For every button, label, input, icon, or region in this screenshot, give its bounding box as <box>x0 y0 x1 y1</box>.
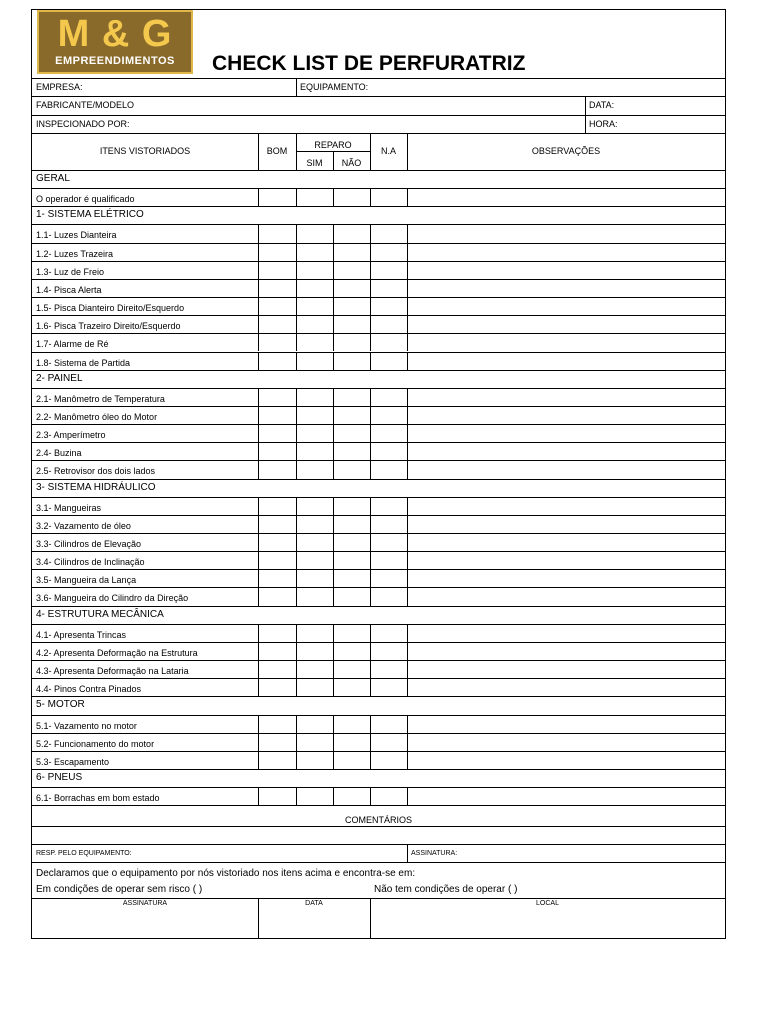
item-1-2-luzes-trazeira: 1.2- Luzes Trazeira <box>36 248 114 259</box>
divider <box>32 170 725 171</box>
cell-nao[interactable] <box>334 425 369 441</box>
col-observacoes: OBSERVAÇÕES <box>531 146 601 156</box>
item-1-7-alarme-de-re: 1.7- Alarme de Ré <box>36 339 109 350</box>
item-3-3-cilindros-de-elevacao: 3.3- Cilindros de Elevação <box>36 539 142 549</box>
cell-nao[interactable] <box>334 552 369 568</box>
comentarios-label: COMENTÁRIOS <box>344 815 412 825</box>
section-6-pneus: 6- PNEUS <box>36 771 83 783</box>
divider <box>32 479 725 480</box>
cell-na[interactable] <box>371 389 406 405</box>
cell-nao[interactable] <box>334 788 369 804</box>
divider <box>32 370 725 371</box>
divider <box>32 606 725 607</box>
cell-bom[interactable] <box>259 389 295 405</box>
cell-nao[interactable] <box>334 244 369 260</box>
cell-bom[interactable] <box>259 425 295 441</box>
cell-na[interactable] <box>371 425 406 441</box>
logo-subtext: EMPREENDIMENTOS <box>55 55 175 67</box>
cell-bom[interactable] <box>259 516 295 532</box>
cell-bom[interactable] <box>259 262 295 278</box>
item-3-2-vazamento-de-oleo: 3.2- Vazamento de óleo <box>36 520 131 531</box>
cell-nao[interactable] <box>334 298 369 314</box>
cell-nao[interactable] <box>334 353 369 369</box>
item-6-1-borrachas-em-bom-estado: 6.1- Borrachas em bom estado <box>36 793 160 804</box>
cell-nao[interactable] <box>334 189 369 205</box>
footer-local: LOCAL <box>536 900 559 907</box>
cell-bom[interactable] <box>259 407 295 423</box>
cell-obs[interactable] <box>408 280 724 296</box>
cell-bom[interactable] <box>259 534 295 550</box>
cell-na[interactable] <box>371 280 406 296</box>
cell-nao[interactable] <box>334 262 369 278</box>
declaration-text: Declaramos que o equipamento por nós vistoriado nos itens acima e encontra-se em: <box>36 868 416 879</box>
item-4-3-apresenta-deformacao-na-lataria: 4.3- Apresenta Deformação na Lataria <box>36 666 189 677</box>
cell-obs[interactable] <box>408 788 724 804</box>
cell-nao[interactable] <box>334 334 369 350</box>
footer-assinatura: ASSINATURA <box>122 900 168 907</box>
condition-ok: Em condições de operar sem risco ( ) <box>36 884 203 895</box>
item-2-2-manometro-oleo-do-motor: 2.2- Manômetro óleo do Motor <box>36 411 158 422</box>
item-4-4-pinos-contra-pinados: 4.4- Pinos Contra Pinados <box>36 684 142 695</box>
cell-obs[interactable] <box>408 679 724 695</box>
section-1-sistema-eletrico: 1- SISTEMA ELÉTRICO <box>36 209 144 221</box>
divider <box>407 844 408 862</box>
item-3-6-mangueira-do-cilindro-da-direcao: 3.6- Mangueira do Cilindro da Direção <box>36 593 189 604</box>
cell-nao[interactable] <box>334 316 369 332</box>
cell-bom[interactable] <box>259 552 295 568</box>
cell-bom[interactable] <box>259 716 295 732</box>
divider <box>296 133 297 170</box>
cell-sim[interactable] <box>297 280 332 296</box>
divider <box>258 133 259 170</box>
divider <box>32 115 725 116</box>
item-3-1-mangueiras: 3.1- Mangueiras <box>36 502 102 513</box>
cell-na[interactable] <box>371 716 406 732</box>
cell-obs[interactable] <box>408 570 724 586</box>
cell-obs[interactable] <box>408 316 724 332</box>
cell-na[interactable] <box>371 534 406 550</box>
resp-label: RESP. PELO EQUIPAMENTO: <box>36 850 132 857</box>
cell-sim[interactable] <box>297 407 332 423</box>
cell-obs[interactable] <box>408 643 724 659</box>
cell-nao[interactable] <box>334 734 369 750</box>
assinatura-field-label: ASSINATURA: <box>411 850 458 857</box>
divider <box>32 133 725 134</box>
cell-na[interactable] <box>371 461 406 477</box>
divider <box>32 696 725 697</box>
cell-bom[interactable] <box>259 353 295 369</box>
item-2-4-buzina: 2.4- Buzina <box>36 448 82 459</box>
cell-obs[interactable] <box>408 588 724 604</box>
cell-sim[interactable] <box>297 534 332 550</box>
cell-na[interactable] <box>371 661 406 677</box>
cell-nao[interactable] <box>334 225 369 241</box>
item-3-5-mangueira-da-lanca: 3.5- Mangueira da Lança <box>36 575 137 586</box>
cell-na[interactable] <box>371 443 406 459</box>
item-1-3-luz-de-freio: 1.3- Luz de Freio <box>36 266 105 277</box>
cell-na[interactable] <box>371 353 406 369</box>
cell-na[interactable] <box>371 244 406 260</box>
item-2-5-retrovisor-dos-dois-lados: 2.5- Retrovisor dos dois lados <box>36 466 156 477</box>
cell-nao[interactable] <box>334 716 369 732</box>
cell-bom[interactable] <box>259 625 295 641</box>
divider <box>370 133 371 170</box>
divider <box>32 78 725 79</box>
cell-na[interactable] <box>371 334 406 350</box>
cell-obs[interactable] <box>408 189 724 205</box>
cell-sim[interactable] <box>297 788 332 804</box>
cell-sim[interactable] <box>297 189 332 205</box>
item-5-3-escapamento: 5.3- Escapamento <box>36 756 110 767</box>
divider <box>407 133 408 170</box>
cell-nao[interactable] <box>334 443 369 459</box>
cell-na[interactable] <box>371 788 406 804</box>
cell-nao[interactable] <box>334 534 369 550</box>
cell-obs[interactable] <box>408 298 724 314</box>
cell-bom[interactable] <box>259 225 295 241</box>
cell-na[interactable] <box>371 643 406 659</box>
cell-sim[interactable] <box>297 716 332 732</box>
item-1-5-pisca-dianteiro-direito-esquerdo: 1.5- Pisca Dianteiro Direito/Esquerdo <box>36 303 185 314</box>
item-5-2-funcionamento-do-motor: 5.2- Funcionamento do motor <box>36 738 155 749</box>
checklist-sheet <box>31 9 726 939</box>
section-5-motor: 5- MOTOR <box>36 699 85 711</box>
cell-nao[interactable] <box>334 625 369 641</box>
cell-nao[interactable] <box>334 280 369 296</box>
hora-label: HORA: <box>589 119 618 129</box>
divider <box>32 826 725 827</box>
page-title: CHECK LIST DE PERFURATRIZ <box>212 52 526 75</box>
cell-sim[interactable] <box>297 262 332 278</box>
section-geral: GERAL <box>36 173 70 184</box>
cell-bom[interactable] <box>259 461 295 477</box>
cell-obs[interactable] <box>408 407 724 423</box>
cell-na[interactable] <box>371 262 406 278</box>
col-nao: NÃO <box>341 158 362 168</box>
cell-sim[interactable] <box>297 225 332 241</box>
cell-na[interactable] <box>371 316 406 332</box>
cell-obs[interactable] <box>408 225 724 241</box>
divider <box>585 96 586 133</box>
cell-obs[interactable] <box>408 334 724 350</box>
cell-sim[interactable] <box>297 661 332 677</box>
col-na: N.A <box>380 146 396 156</box>
cell-nao[interactable] <box>334 752 369 768</box>
cell-na[interactable] <box>371 570 406 586</box>
cell-sim[interactable] <box>297 516 332 532</box>
item-1-1-luzes-dianteira: 1.1- Luzes Dianteira <box>36 230 117 241</box>
col-itens: ITENS VISTORIADOS <box>99 146 191 156</box>
cell-obs[interactable] <box>408 734 724 750</box>
divider <box>333 151 334 170</box>
cell-nao[interactable] <box>334 661 369 677</box>
cell-nao[interactable] <box>334 389 369 405</box>
cell-bom[interactable] <box>259 752 295 768</box>
item-3-4-cilindros-de-inclinacao: 3.4- Cilindros de Inclinação <box>36 557 145 568</box>
item-o-operador-e-qualificado: O operador é qualificado <box>36 194 135 205</box>
cell-bom[interactable] <box>259 588 295 604</box>
cell-na[interactable] <box>371 407 406 423</box>
cell-bom[interactable] <box>259 679 295 695</box>
item-2-3-amperimetro: 2.3- Amperímetro <box>36 430 106 441</box>
cell-nao[interactable] <box>334 679 369 695</box>
cell-bom[interactable] <box>259 734 295 750</box>
section-2-painel: 2- PAINEL <box>36 372 83 384</box>
item-1-4-pisca-alerta: 1.4- Pisca Alerta <box>36 284 102 295</box>
cell-obs[interactable] <box>408 552 724 568</box>
item-1-8-sistema-de-partida: 1.8- Sistema de Partida <box>36 357 131 368</box>
cell-obs[interactable] <box>408 425 724 441</box>
col-bom: BOM <box>266 146 288 156</box>
cell-obs[interactable] <box>408 461 724 477</box>
cell-bom[interactable] <box>259 316 295 332</box>
section-3-sistema-hidraulico: 3- SISTEMA HIDRÁULICO <box>36 481 156 493</box>
cell-obs[interactable] <box>408 716 724 732</box>
cell-nao[interactable] <box>334 461 369 477</box>
cell-sim[interactable] <box>297 298 332 314</box>
cell-sim[interactable] <box>297 389 332 405</box>
divider <box>32 862 725 863</box>
cell-na[interactable] <box>371 734 406 750</box>
cell-sim[interactable] <box>297 498 332 514</box>
cell-na[interactable] <box>371 679 406 695</box>
cell-sim[interactable] <box>297 588 332 604</box>
divider <box>32 769 725 770</box>
cell-nao[interactable] <box>334 570 369 586</box>
company-logo <box>37 10 193 74</box>
cell-na[interactable] <box>371 516 406 532</box>
cell-sim[interactable] <box>297 643 332 659</box>
cell-bom[interactable] <box>259 498 295 514</box>
section-4-estrutura-mecanica: 4- ESTRUTURA MECÂNICA <box>36 608 164 620</box>
cell-bom[interactable] <box>259 280 295 296</box>
cell-nao[interactable] <box>334 516 369 532</box>
cell-nao[interactable] <box>334 407 369 423</box>
cell-sim[interactable] <box>297 334 332 350</box>
divider <box>32 844 725 845</box>
cell-obs[interactable] <box>408 244 724 260</box>
divider <box>32 206 725 207</box>
col-sim: SIM <box>306 158 323 168</box>
cell-nao[interactable] <box>334 498 369 514</box>
cell-sim[interactable] <box>297 461 332 477</box>
cell-na[interactable] <box>371 752 406 768</box>
fabricante-label: FABRICANTE/MODELO <box>36 100 135 110</box>
cell-sim[interactable] <box>297 425 332 441</box>
cell-bom[interactable] <box>259 661 295 677</box>
cell-obs[interactable] <box>408 262 724 278</box>
empresa-label: EMPRESA: <box>36 82 83 92</box>
logo-text: M & G <box>57 13 173 55</box>
cell-na[interactable] <box>371 498 406 514</box>
cell-sim[interactable] <box>297 570 332 586</box>
footer-data: DATA <box>305 900 323 907</box>
cell-obs[interactable] <box>408 516 724 532</box>
cell-bom[interactable] <box>259 244 295 260</box>
cell-bom[interactable] <box>259 570 295 586</box>
divider <box>296 78 297 96</box>
item-5-1-vazamento-no-motor: 5.1- Vazamento no motor <box>36 720 137 731</box>
cell-bom[interactable] <box>259 443 295 459</box>
cell-obs[interactable] <box>408 625 724 641</box>
cell-sim[interactable] <box>297 752 332 768</box>
divider <box>32 805 725 806</box>
equipamento-label: EQUIPAMENTO: <box>300 82 369 92</box>
cell-obs[interactable] <box>408 443 724 459</box>
cell-obs[interactable] <box>408 661 724 677</box>
cell-bom[interactable] <box>259 788 295 804</box>
cell-sim[interactable] <box>297 734 332 750</box>
cell-bom[interactable] <box>259 189 295 205</box>
cell-sim[interactable] <box>297 353 332 369</box>
cell-bom[interactable] <box>259 298 295 314</box>
item-1-6-pisca-trazeiro-direito-esquerdo: 1.6- Pisca Trazeiro Direito/Esquerdo <box>36 321 181 332</box>
cell-sim[interactable] <box>297 679 332 695</box>
cell-na[interactable] <box>371 298 406 314</box>
cell-na[interactable] <box>371 625 406 641</box>
item-4-2-apresenta-deformacao-na-estrutura: 4.2- Apresenta Deformação na Estrutura <box>36 647 198 658</box>
cell-bom[interactable] <box>259 334 295 350</box>
condition-not-ok: Não tem condições de operar ( ) <box>374 884 518 895</box>
cell-sim[interactable] <box>297 244 332 260</box>
cell-obs[interactable] <box>408 389 724 405</box>
item-2-1-manometro-de-temperatura: 2.1- Manômetro de Temperatura <box>36 393 165 404</box>
item-4-1-apresenta-trincas: 4.1- Apresenta Trincas <box>36 629 127 640</box>
cell-nao[interactable] <box>334 588 369 604</box>
cell-sim[interactable] <box>297 552 332 568</box>
col-reparo: REPARO <box>314 140 352 150</box>
divider <box>32 96 725 97</box>
cell-na[interactable] <box>371 189 406 205</box>
cell-obs[interactable] <box>408 534 724 550</box>
cell-obs[interactable] <box>408 498 724 514</box>
cell-na[interactable] <box>371 225 406 241</box>
cell-obs[interactable] <box>408 752 724 768</box>
cell-obs[interactable] <box>408 353 724 369</box>
data-label: DATA: <box>589 100 615 110</box>
cell-bom[interactable] <box>259 643 295 659</box>
cell-na[interactable] <box>371 588 406 604</box>
cell-sim[interactable] <box>297 443 332 459</box>
inspecionado-label: INSPECIONADO POR: <box>36 119 130 129</box>
cell-nao[interactable] <box>334 643 369 659</box>
cell-sim[interactable] <box>297 625 332 641</box>
cell-na[interactable] <box>371 552 406 568</box>
cell-sim[interactable] <box>297 316 332 332</box>
